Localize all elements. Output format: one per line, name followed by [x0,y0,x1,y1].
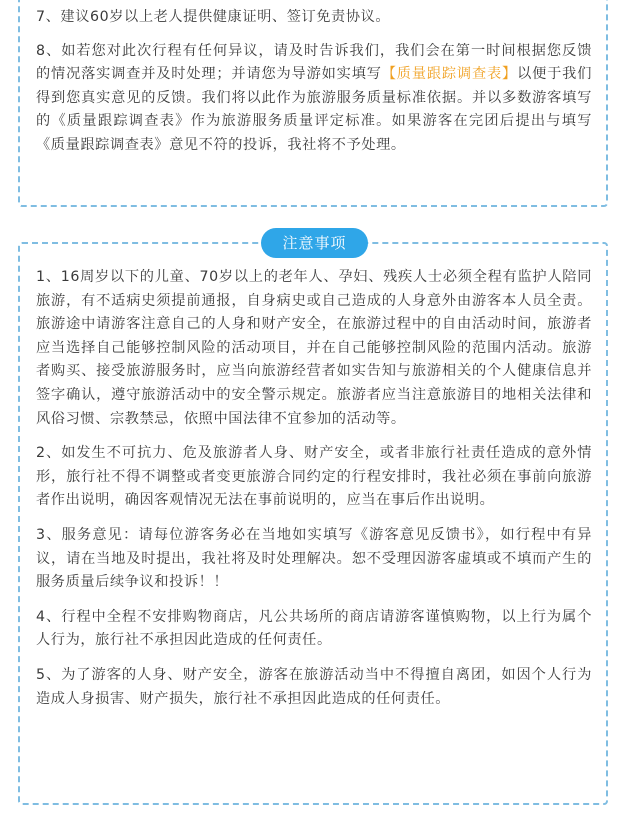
quality-survey-form-highlight: 【质量跟踪调查表】 [381,66,518,83]
term-item-8-text-b: 以便于我们得到您真实意见的反馈。我们将以此作为旅游服务质量标准依据。并以多数游客填写的《质量跟踪调查表》作为旅游服务质量评定标准。如果游客在完团后提出与填写《质量跟踪调查表》意见不符的投诉，我社将不予处理。 [36,66,592,153]
notice-item-5: 5、为了游客的人身、财产安全，游客在旅游活动当中不得擅自离团，如因个人行为造成人身损害、财产损失，旅行社不承担因此造成的任何责任。 [36,666,592,707]
notice-card [18,242,608,805]
notice-section-title: 注意事项 [261,228,368,258]
notice-item-4: 4、行程中全程不安排购物商店，凡公共场所的商店请游客谨慎购物，以上行为属个人行为，旅行社不承担因此造成的任何责任。 [36,608,592,649]
notice-item-2: 2、如发生不可抗力、危及旅游者人身、财产安全，或者非旅行社责任造成的意外情形，旅行社不得不调整或者变更旅游合同约定的行程安排时，我社必须在事前向旅游者作出说明，确因客观情况无法在事前说明的，应当在事后作出说明。 [36,445,592,509]
terms-card-top [18,0,608,207]
term-item-8 [36,40,592,158]
notice-item-1: 1、16周岁以下的儿童、70岁以上的老年人、孕妇、残疾人士必须全程有监护人陪同旅游，有不适病史须提前通报，自身病史或自己造成的人身意外由游客本人员全责。旅游途中请游客注意自己的人身和财产安全，在旅游过程中的自由活动时间，旅游者应当选择自己能够控制风险的活动项目，并在自己能够控制风险的范围内活动。旅游者购买、接受旅游服务时，应当向旅游经营者如实告知与旅游相关的个人健康信息并签字确认，遵守旅游活动中的安全警示规定。旅游者应当注意旅游目的地相关法律和风俗习惯、宗教禁忌，依照中国法律不宜参加的活动等。 [36,269,592,427]
notice-item-3: 3、服务意见：请每位游客务必在当地如实填写《游客意见反馈书》，如行程中有异议，请在当地及时提出，我社将及时处理解决。恕不受理因游客虚填或不填而产生的服务质量后续争议和投诉！！ [36,526,592,591]
term-item-8-text-a: 8、如若您对此次行程有任何异议，请及时告诉我们，我们会在第一时间根据您反馈的情况落实调查并及时处理；并请您为导游如实填写 [36,42,592,83]
term-item-7: 7、建议60岁以上老人提供健康证明、签订免责协议。 [36,9,391,25]
